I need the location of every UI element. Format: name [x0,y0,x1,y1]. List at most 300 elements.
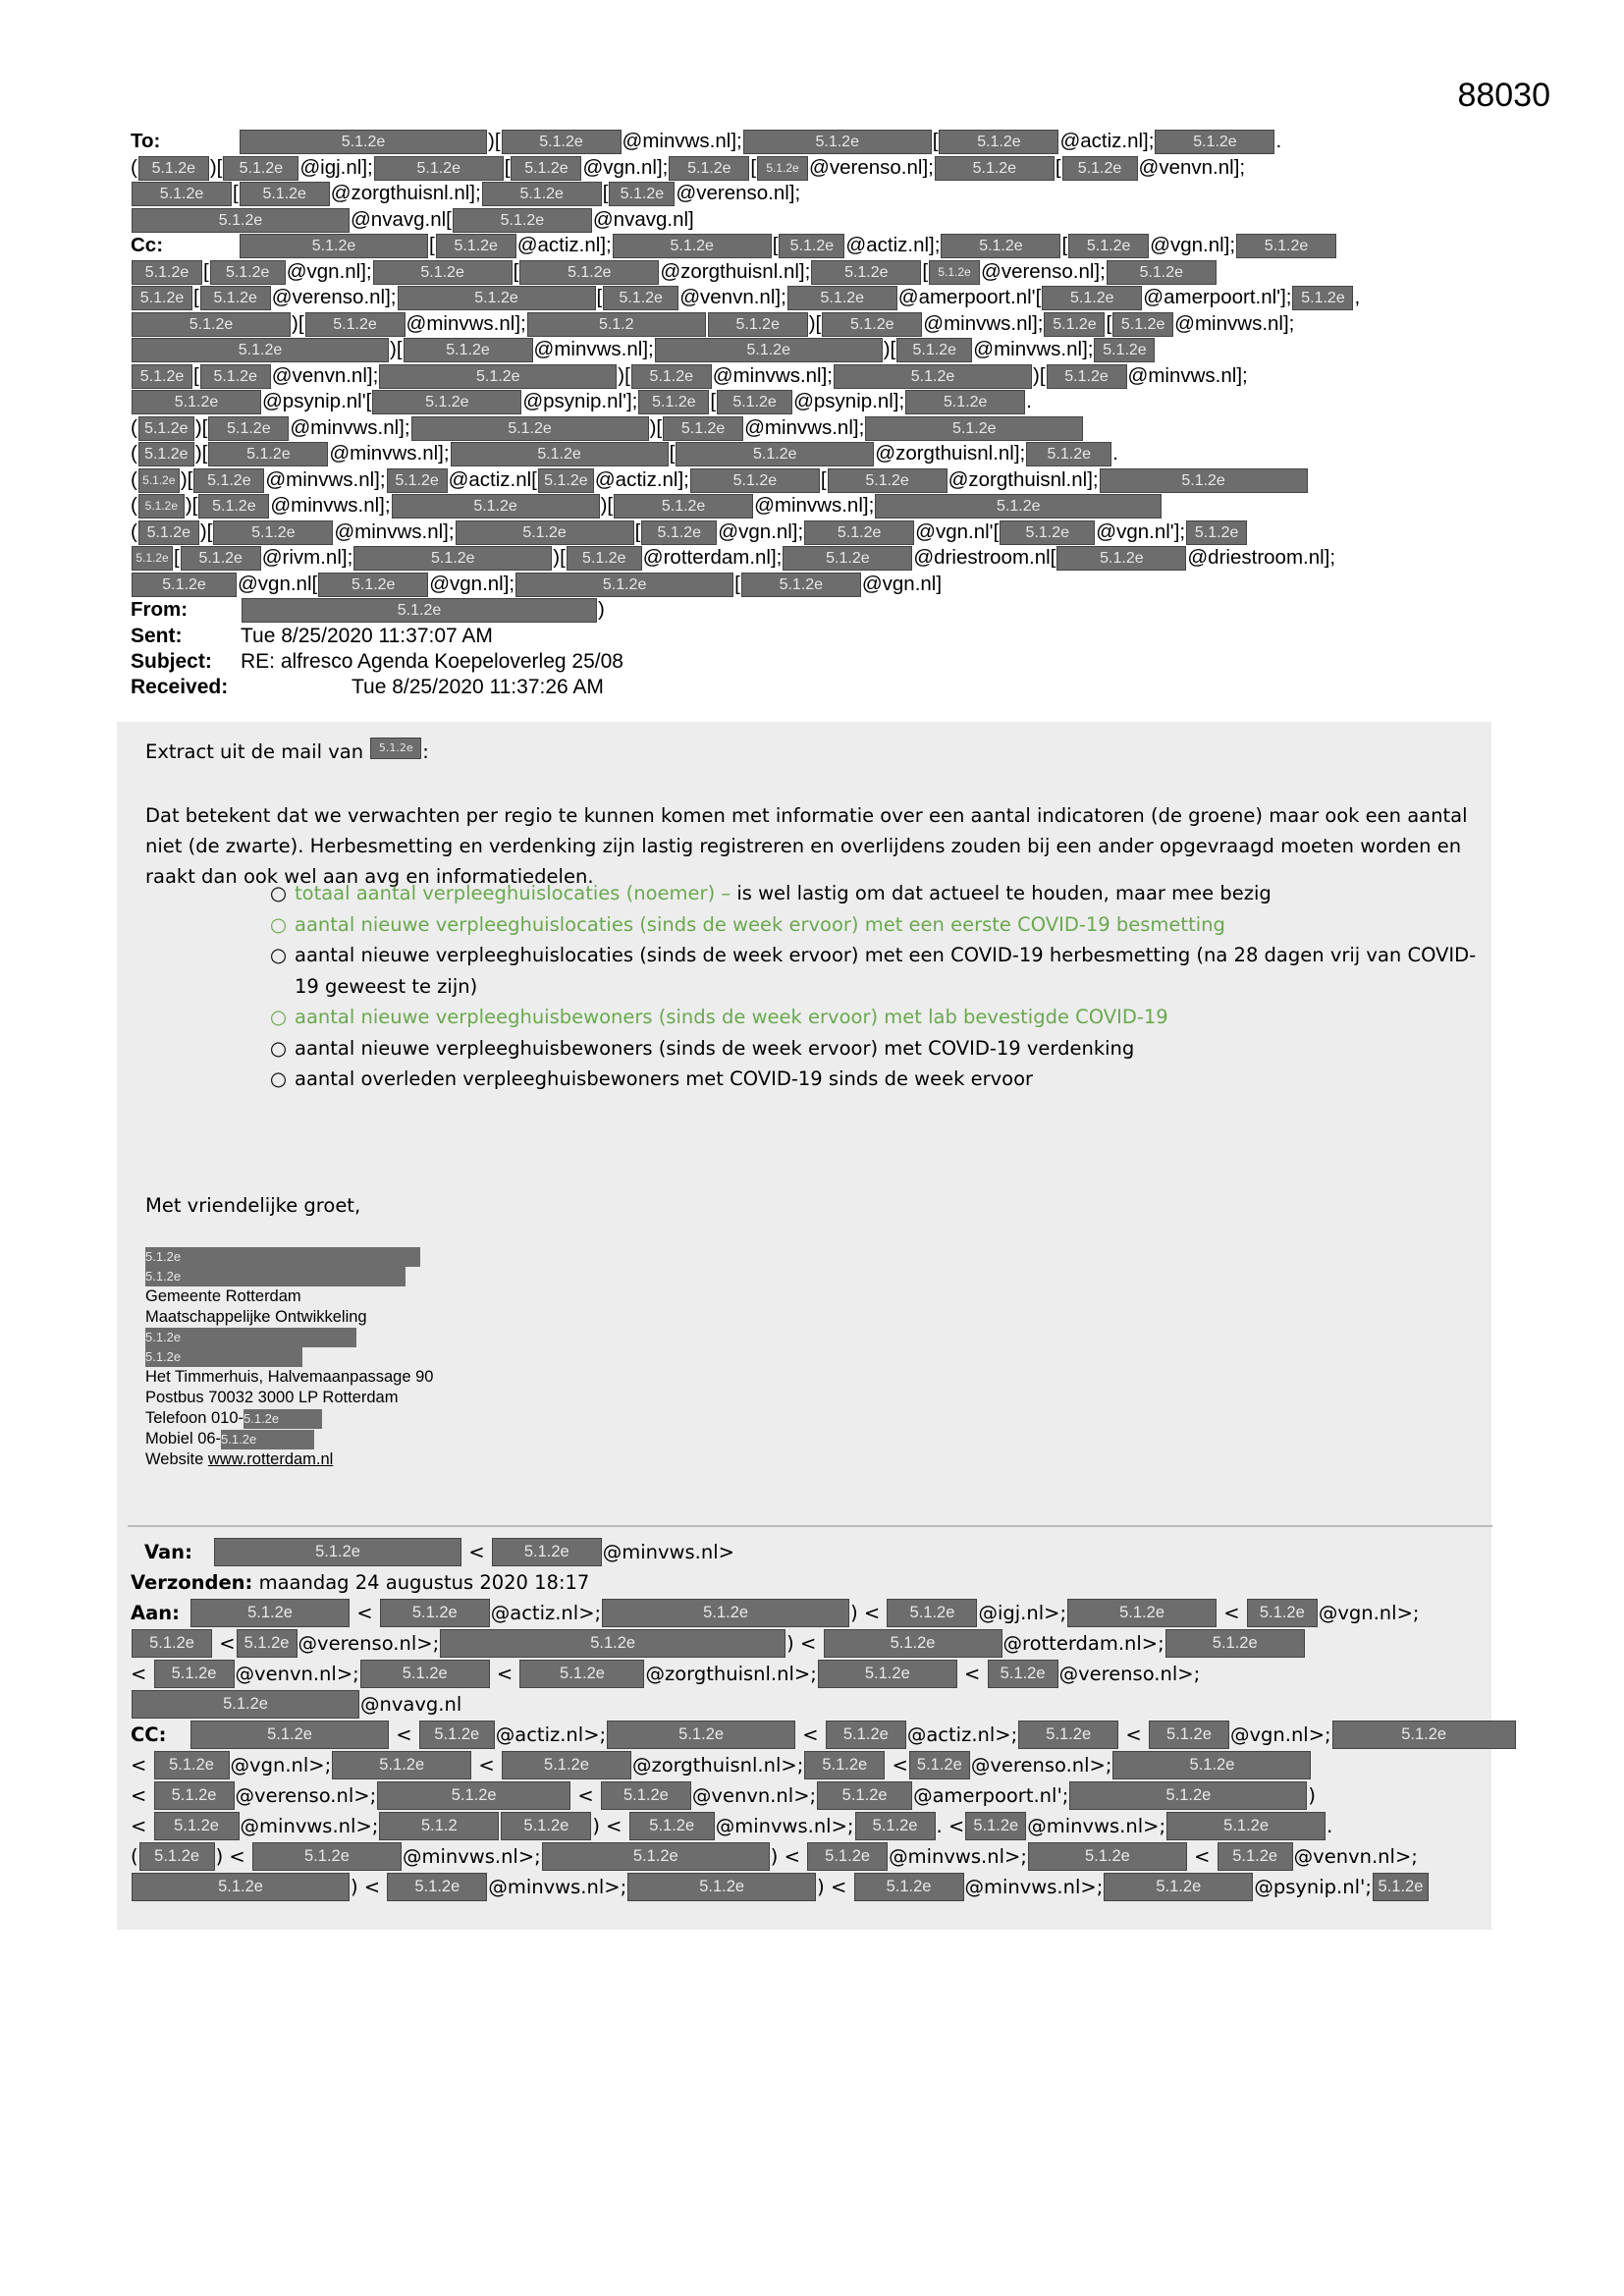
recipient-line [131,545,1495,572]
redaction-box: 5.1.2e [1042,286,1142,310]
redaction-box: 5.1.2e [741,573,861,597]
recipient-text: [ [669,442,676,465]
recipient-line [131,259,1495,286]
redaction-box: 5.1.2e [240,234,428,258]
body-paragraph: Dat betekent dat we verwachten per regio te kunnen komen met informatie over een aantal indicatoren (de groene) maar ook een aantal niet (de zwarte). Herbesmetting en verdenking zijn lastig registreren en overlijdens zouden bij een ander opgevraagd moeten worden en raakt dan ook wel aan avg en informatiedelen. [145,804,1468,888]
recipient-text: < [886,1754,908,1777]
recipient-text: @actiz.nl[ [448,467,537,491]
redaction-box: 5.1.2e [1247,1599,1318,1627]
redaction-box: 5.1.2e [132,208,350,233]
recipient-line [131,129,1495,155]
recipient-text: @vgn.nl]; [718,519,804,543]
recipient-text: )[ [199,519,213,543]
recipient-text: @venvn.nl>; [1293,1845,1418,1868]
redaction-box: 5.1.2e [132,312,291,337]
redaction-box: 5.1.2e [690,468,820,493]
recipient-text: @minvws.nl]; [712,363,833,387]
redaction-box: 5.1.2e [939,130,1058,154]
recipient-text: @actiz.nl]; [845,234,941,256]
redaction-box: 5.1.2e [1166,1812,1326,1840]
recipient-text: @minvws.nl]; [622,130,742,152]
forward-cc-recipients [131,1720,1505,1902]
recipient-text: )[ [883,338,896,360]
redaction-box: 5.1.2e [502,130,622,154]
redaction-box: 5.1.2e [387,468,448,493]
recipient-text: < [571,1784,600,1807]
redaction-box: 5.1.2e [208,442,328,466]
recipient-text: )[ [194,415,208,439]
document-number: 88030 [1457,77,1550,114]
redaction-box: 5.1.2e [717,390,792,414]
redaction-box: 5.1.2e [828,468,947,493]
redaction-box: 5.1.2e [1112,1751,1311,1779]
recipient-text: [ [203,259,209,283]
recipient-text: [ [193,363,199,387]
redacted-van-email: 5.1.2e [492,1538,602,1566]
recipient-text: [ [1106,311,1112,335]
sig-website: Website www.rotterdam.nl [145,1450,334,1468]
recipient-text: [ [233,182,239,204]
recipient-text: < [472,1754,501,1777]
received-value: Tue 8/25/2020 11:37:26 AM [352,675,604,698]
recipient-line [131,337,1495,363]
recipient-text: @psynip.nl']; [522,390,638,412]
redaction-box: 5.1.2e [965,1812,1026,1840]
recipient-text: . [1326,1815,1333,1837]
redaction-box: 5.1.2e [132,390,261,414]
redaction-box: 5.1.2e [138,156,209,181]
sig-dept: Maatschappelijke Ontwikkeling [145,1308,367,1326]
redaction-box: 5.1.2e [404,338,533,362]
extract-line [145,737,1490,767]
redaction-box: 5.1.2e [1149,1721,1229,1749]
to-recipients [131,129,1495,233]
indicator-unavailable: aantal nieuwe verpleeghuisbewoners (sinds de week ervoor) met COVID-19 verdenking [295,1036,1135,1060]
verzonden-value: maandag 24 augustus 2020 18:17 [258,1571,590,1594]
redaction-box: 5.1.2e [743,130,932,154]
redaction-box: 5.1.2e [542,1842,770,1871]
recipient-text: )[ [618,363,630,387]
recipient-text: [ [772,234,779,256]
recipient-line [131,441,1495,467]
redaction-box: 5.1.2e [757,156,808,181]
redaction-box: 5.1.2e [372,390,521,414]
redaction-box: 5.1.2e [1047,364,1127,389]
recipient-text: [ [634,519,641,543]
redaction-box: 5.1.2e [240,182,330,206]
redaction-box: 5.1.2e [519,1660,644,1688]
redaction-box: 5.1.2e [318,573,428,597]
recipient-text: @minvws.nl]; [329,442,450,465]
recipient-text: < [1119,1723,1148,1746]
recipient-text: )[ [808,311,822,335]
redaction-box: 5.1.2e [929,260,980,285]
from-label: From: [131,598,189,621]
redaction-box: 5.1.2e [824,1629,1002,1658]
redaction-box: 5.1.2e [1068,234,1149,258]
redaction-box: 5.1.2e [1067,1599,1217,1627]
redaction-box: 5.1.2e [1236,234,1336,258]
redacted-sig-unit: 5.1.2e [145,1328,356,1347]
indicator-available: aantal nieuwe verpleeghuisbewoners (sinds de week ervoor) met lab bevestigde COVID-19 [295,1006,1168,1028]
redaction-box: 5.1.2e [603,286,678,310]
recipient-line [131,1750,1505,1780]
recipient-text: )[ [194,442,208,465]
recipient-text: @vgn.nl']; [1096,519,1186,543]
recipient-text: @verenso.nl]; [981,259,1106,283]
recipient-text: @minvws.nl>; [240,1815,379,1837]
recipient-line [131,233,1495,259]
redaction-box: 5.1.2e [453,208,592,233]
recipient-text: )[ [209,155,223,179]
redaction-box: 5.1.2e [613,234,772,258]
redaction-box: 5.1.2e [1026,442,1111,466]
redaction-box: 5.1.2e [567,546,642,571]
recipient-text: ( [131,467,137,491]
redacted-sig-name: 5.1.2e [145,1247,420,1267]
recipient-text: @verenso.nl>; [1058,1663,1201,1685]
recipient-text: @verenso.nl>; [970,1754,1112,1777]
recipient-line [131,1872,1505,1902]
redaction-box: 5.1.2e [638,390,709,414]
indicator-item [270,1064,1488,1095]
received-label: Received: [131,675,229,698]
redaction-box: 5.1.2e [811,260,921,285]
recipient-line [131,181,1495,207]
recipient-text: @vgn.nl[ [238,572,318,595]
indicator-unavailable: is wel lastig om dat actueel te houden, maar mee bezig [731,882,1272,904]
redaction-box: 5.1.2e [213,520,333,545]
recipient-text: @vgn.nl]; [429,572,515,595]
recipient-text: )[ [1033,363,1046,387]
recipient-text: @minvws.nl]; [754,494,875,517]
redaction-box: 5.1.2e [905,390,1025,414]
recipient-text: ( [131,442,137,465]
sig-phone: Telefoon 010-5.1.2e [145,1408,433,1429]
recipient-line [131,1780,1505,1811]
recipient-text: )[ [600,494,614,517]
recipient-text: @actiz.nl>; [490,1602,602,1624]
redaction-box: 5.1.2e [208,416,289,441]
redaction-box: 5.1.2e [1104,1873,1253,1901]
recipient-text: @minvws.nl>; [488,1876,627,1898]
redaction-box: 5.1.2 [379,1812,499,1840]
sig-org: Gemeente Rotterdam [145,1287,301,1305]
forward-separator [128,1525,1492,1527]
recipient-text: @driestroom.nl[ [913,546,1056,569]
aan-recipients [131,1598,1505,1720]
sent-value: Tue 8/25/2020 11:37:07 AM [241,624,493,647]
recipient-line [131,415,1495,442]
redaction-box: 5.1.2e [132,573,237,597]
redaction-box: 5.1.2e [305,312,406,337]
recipient-text: @minvws.nl>; [889,1845,1027,1868]
redaction-box: 5.1.2e [804,520,914,545]
redaction-box: 5.1.2e [353,546,552,571]
recipient-text: @venvn.nl]; [679,286,786,308]
redacted-mobile: 5.1.2e [221,1430,314,1449]
recipient-text: . [1112,442,1118,465]
redaction-box: 5.1.2e [609,182,675,206]
redaction-box: 5.1.2e [1100,468,1308,493]
recipient-text: @vgn.nl'[ [915,519,1000,543]
redaction-box: 5.1.2e [804,1751,885,1779]
redaction-box: 5.1.2e [200,286,271,310]
redaction-box: 5.1.2e [392,494,600,519]
indicator-unavailable: aantal nieuwe verpleeghuislocaties (sinds de week ervoor) met een COVID-19 herbesmetting (na 28 dagen vrij van COVID-19 geweest te zijn) [295,944,1477,998]
redaction-box: 5.1.2e [515,573,733,597]
recipient-text: ) < [351,1876,387,1898]
recipient-text: . [1275,130,1282,152]
recipient-text: , [1354,286,1361,308]
signature-block [145,1247,433,1470]
redaction-box: 5.1.2e [501,1812,591,1840]
recipient-text: < [213,1632,236,1655]
subject-row [131,649,1495,675]
redaction-box: 5.1.2e [854,1873,964,1901]
recipient-text: [ [504,155,511,179]
redaction-box: 5.1.2e [988,1660,1058,1688]
redaction-box: 5.1.2e [783,546,912,571]
website-link[interactable]: www.rotterdam.nl [207,1450,334,1468]
recipient-text: . < [936,1815,965,1837]
redaction-box: 5.1.2e [855,1812,936,1840]
redaction-box: 5.1.2e [139,1842,215,1871]
verzonden-row [131,1567,1505,1598]
recipient-text: @verenso.nl]; [676,182,801,204]
recipient-text: ) < [770,1845,807,1868]
redaction-box: 5.1.2e [935,156,1055,181]
redaction-box: 5.1.2e [807,1842,888,1871]
recipient-text: @minvws.nl]; [265,467,386,491]
recipient-text: . [1026,390,1032,412]
email-header [131,129,1495,700]
greeting: Met vriendelijke groet, [145,1194,361,1217]
from-row [131,597,1495,624]
redaction-box: 5.1.2e [154,1812,240,1840]
redaction-box: 5.1.2e [387,1873,487,1901]
recipient-text: @venvn.nl]; [1138,155,1246,179]
redaction-box: 5.1.2 [527,312,706,337]
recipient-text: < [957,1663,987,1685]
redaction-box: 5.1.2e [1000,520,1095,545]
sig-mobile: Mobiel 06-5.1.2e [145,1429,433,1449]
redaction-box: 5.1.2e [1069,1781,1307,1810]
redaction-box: 5.1.2e [1373,1873,1429,1901]
recipient-text: @vgn.nl]; [286,259,372,283]
recipient-text: < [351,1602,379,1624]
verzonden-label: Verzonden: [131,1571,253,1594]
recipient-text: @vgn.nl] [861,572,943,595]
redaction-box: 5.1.2e [132,338,389,362]
indicator-available: totaal aantal verpleeghuislocaties (noemer) – [295,882,731,904]
recipient-text: @minvws.nl]; [270,494,391,517]
redaction-box: 5.1.2e [132,286,192,310]
redaction-box: 5.1.2e [602,1599,849,1627]
indicator-unavailable: aantal overleden verpleeghuisbewoners met COVID-19 sinds de week ervoor [295,1067,1034,1090]
recipient-text: @verenso.nl>; [298,1632,440,1655]
recipient-text: @minvws.nl]; [290,415,410,439]
redaction-box: 5.1.2e [941,234,1060,258]
redaction-box: 5.1.2e [1186,520,1247,545]
subject-value: RE: alfresco Agenda Koepeloverleg 25/08 [241,649,623,673]
recipient-text: < [131,1784,153,1807]
redaction-box: 5.1.2e [138,416,194,441]
recipient-text: < [1187,1845,1217,1868]
recipient-text: )[ [180,467,193,491]
redaction-box: 5.1.2e [822,312,922,337]
recipient-text: @venvn.nl>; [235,1663,359,1685]
recipient-text: < [796,1723,825,1746]
redaction-box: 5.1.2e [607,1721,795,1749]
redaction-box: 5.1.2e [669,156,749,181]
recipient-text: [ [1061,234,1068,256]
cc-label: Cc: [131,234,164,256]
recipient-text: @nvavg.nl[ [351,207,452,231]
redaction-box: 5.1.2e [154,1751,230,1779]
redaction-box: 5.1.2e [138,442,194,466]
recipient-text: [ [429,234,435,256]
redaction-box: 5.1.2e [779,234,844,258]
redaction-box: 5.1.2e [419,1721,495,1749]
recipient-line [131,1811,1505,1841]
redaction-box: 5.1.2e [519,260,659,285]
recipient-text: @verenso.nl]; [271,286,397,308]
indicator-list [270,878,1488,1095]
redaction-box: 5.1.2e [631,364,712,389]
recipient-text: @psynip.nl'[ [262,390,372,412]
redaction-box: 5.1.2e [132,546,173,571]
recipient-text: ( [131,1845,138,1868]
recipient-text: @minvws.nl]; [744,415,865,439]
recipient-line [131,311,1495,338]
forward-cc-label: CC: [131,1723,167,1746]
recipient-text: @vgn.nl]; [1150,234,1236,256]
redaction-box: 5.1.2e [1292,286,1353,310]
sent-row [131,624,1495,649]
redaction-box: 5.1.2e [240,130,487,154]
redaction-box: 5.1.2e [1218,1842,1293,1871]
recipient-line [131,493,1495,519]
redaction-box: 5.1.2e [834,364,1032,389]
recipient-text: < [1218,1602,1246,1624]
to-label: To: [131,130,161,152]
recipient-line [131,155,1495,182]
redaction-box: 5.1.2e [380,1599,490,1627]
redaction-box: 5.1.2e [440,1629,785,1658]
recipient-text: @venvn.nl>; [691,1784,817,1807]
recipient-line [131,1659,1505,1689]
redaction-box: 5.1.2e [451,442,669,466]
redaction-box: 5.1.2e [411,416,649,441]
redacted-van-name: 5.1.2e [214,1538,461,1566]
recipient-text: )[ [553,546,566,569]
recipient-text: @igj.nl]; [299,155,373,179]
recipient-text: < [390,1723,418,1746]
recipient-text: )[ [390,338,403,360]
recipient-text: @minvws.nl]; [1127,363,1248,387]
redaction-box: 5.1.2e [482,182,602,206]
redaction-box: 5.1.2e [398,286,596,310]
recipient-text: @verenso.nl]; [809,155,934,179]
redaction-box: 5.1.2e [787,286,897,310]
van-row: Van: 5.1.2e < 5.1.2e @minvws.nl> [131,1537,1505,1567]
redaction-box: 5.1.2e [826,1721,906,1749]
redaction-box: 5.1.2e [818,1660,957,1688]
indicator-item [270,1002,1488,1033]
redaction-box: 5.1.2e [865,416,1083,441]
indicator-item [270,940,1488,1002]
redaction-box: 5.1.2e [875,494,1162,519]
recipient-text: [ [932,130,939,152]
redaction-box: 5.1.2e [601,1781,691,1810]
recipient-text: @zorgthuisnl.nl]; [330,182,481,204]
aan-label: Aan: [131,1602,180,1624]
sig-address1: Het Timmerhuis, Halvemaanpassage 90 [145,1368,434,1386]
redaction-box: 5.1.2e [377,1781,570,1810]
recipient-text: @amerpoort.nl'; [913,1784,1069,1807]
recipient-text: @vgn.nl]; [582,155,669,179]
recipient-text: @igj.nl>; [978,1602,1067,1624]
recipient-text: @zorgthuisnl.nl>; [631,1754,804,1777]
recipient-text: @psynip.nl'; [1254,1876,1372,1898]
recipient-text: @nvavg.nl] [592,207,694,231]
redaction-box: 5.1.2e [237,1629,298,1658]
recipient-text: ( [131,155,137,179]
redaction-box: 5.1.2e [138,520,199,545]
recipient-text: @nvavg.nl [360,1693,462,1716]
recipient-text: [ [513,259,519,283]
recipient-line [131,519,1495,546]
redaction-box: 5.1.2e [1028,1842,1187,1871]
redaction-box: 5.1.2e [332,1751,471,1779]
recipient-text: @minvws.nl]; [973,338,1094,360]
recipient-text: [ [820,467,827,491]
from-suffix: ) [598,598,605,621]
recipient-text: ( [131,415,137,439]
extract-suffix: : [422,740,429,763]
recipient-text: )[ [292,311,304,335]
recipient-text: )[ [488,130,501,152]
recipient-text: @verenso.nl>; [235,1784,377,1807]
recipient-text: @minvws.nl]; [406,311,526,335]
recipient-line [131,285,1495,311]
recipient-text: [ [193,286,199,308]
redaction-box: 5.1.2e [132,260,202,285]
recipient-text: @minvws.nl>; [715,1815,854,1837]
recipient-text: @minvws.nl>; [964,1876,1104,1898]
redaction-box: 5.1.2e [200,364,271,389]
redaction-box: 5.1.2e [456,520,634,545]
subject-label: Subject: [131,649,212,673]
redaction-box: 5.1.2e [655,338,883,362]
redacted-sig-title: 5.1.2e [145,1267,406,1286]
indicator-item [270,909,1488,941]
redacted-phone: 5.1.2e [244,1409,322,1429]
redaction-box: 5.1.2e [190,1721,389,1749]
recipient-text: @rivm.nl]; [261,546,353,569]
redacted-sender: 5.1.2e [242,598,597,623]
recipient-text: @minvws.nl]; [533,338,654,360]
van-email-tail: @minvws.nl> [602,1541,734,1563]
redaction-box: 5.1.2e [374,156,504,181]
redaction-box: 5.1.2e [132,1690,359,1719]
recipient-text: )[ [185,494,198,517]
redaction-box: 5.1.2e [210,260,286,285]
recipient-text: @minvws.nl>; [402,1845,541,1868]
extract-prefix: Extract uit de mail van [145,740,364,763]
redaction-box: 5.1.2e [1332,1721,1516,1749]
